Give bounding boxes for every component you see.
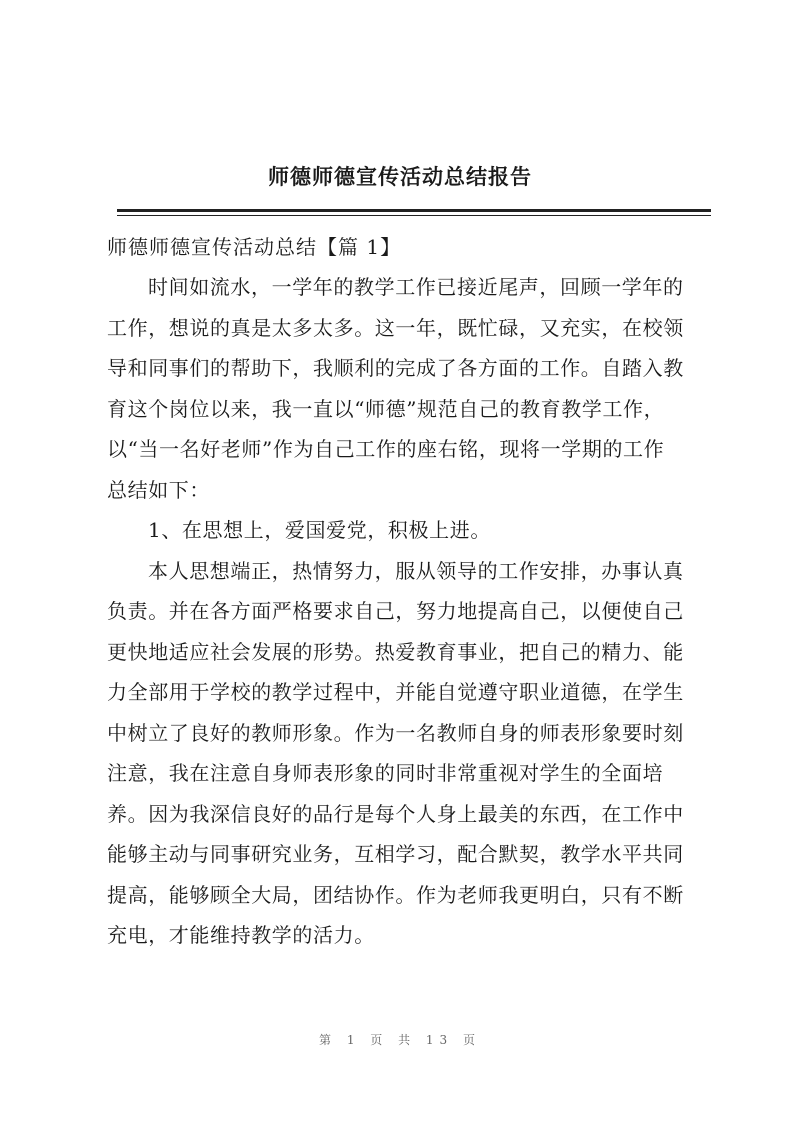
paragraph-line: 中树立了良好的教师形象。作为一名教师自身的师表形象要时刻 <box>107 720 684 745</box>
paragraph-line: 总结如下： <box>107 477 210 502</box>
paragraph-line: 负责。并在各方面严格要求自己，努力地提高自己，以便使自己 <box>107 599 684 623</box>
paragraph-line: 力全部用于学校的教学过程中，并能自觉遵守职业道德，在学生 <box>107 680 684 704</box>
paragraph-line: 本人思想端正，热情努力，服从领导的工作安排，办事认真 <box>148 558 684 583</box>
paragraph-line: 养。因为我深信良好的品行是每个人身上最美的东西，在工作中 <box>107 801 684 826</box>
page-number-footer: 第 1 页 共 13 页 <box>319 1033 481 1047</box>
title-divider-thick <box>117 209 711 212</box>
paragraph-line: 以“当一名好老师”作为自己工作的座右铭，现将一学期的工作 <box>107 437 665 461</box>
paragraph-line: 提高，能够顾全大局，团结协作。作为老师我更明白，只有不断 <box>107 882 684 907</box>
numbered-heading: 1、在思想上，爱国爱党，积极上进。 <box>148 518 491 542</box>
paragraph-line: 充电，才能维持教学的活力。 <box>107 923 375 947</box>
title-divider-thin <box>117 215 711 216</box>
paragraph-line: 工作，想说的真是太多太多。这一年，既忙碌，又充实，在校领 <box>107 315 684 340</box>
document-title: 师德师德宣传活动总结报告 <box>268 165 532 189</box>
paragraph-line: 导和同事们的帮助下，我顺利的完成了各方面的工作。自踏入教 <box>107 356 684 380</box>
section-heading: 师德师德宣传活动总结【篇 1】 <box>107 235 402 259</box>
body-text <box>107 267 707 956</box>
paragraph-line: 注意，我在注意自身师表形象的同时非常重视对学生的全面培 <box>107 761 664 785</box>
paragraph-line: 育这个岗位以来，我一直以“师德”规范自己的教育教学工作， <box>107 396 665 421</box>
paragraph-line: 能够主动与同事研究业务，互相学习，配合默契，教学水平共同 <box>107 842 684 866</box>
paragraph-line: 更快地适应社会发展的形势。热爱教育事业，把自己的精力、能 <box>107 639 684 664</box>
paragraph-line: 时间如流水，一学年的教学工作已接近尾声，回顾一学年的 <box>148 275 684 299</box>
